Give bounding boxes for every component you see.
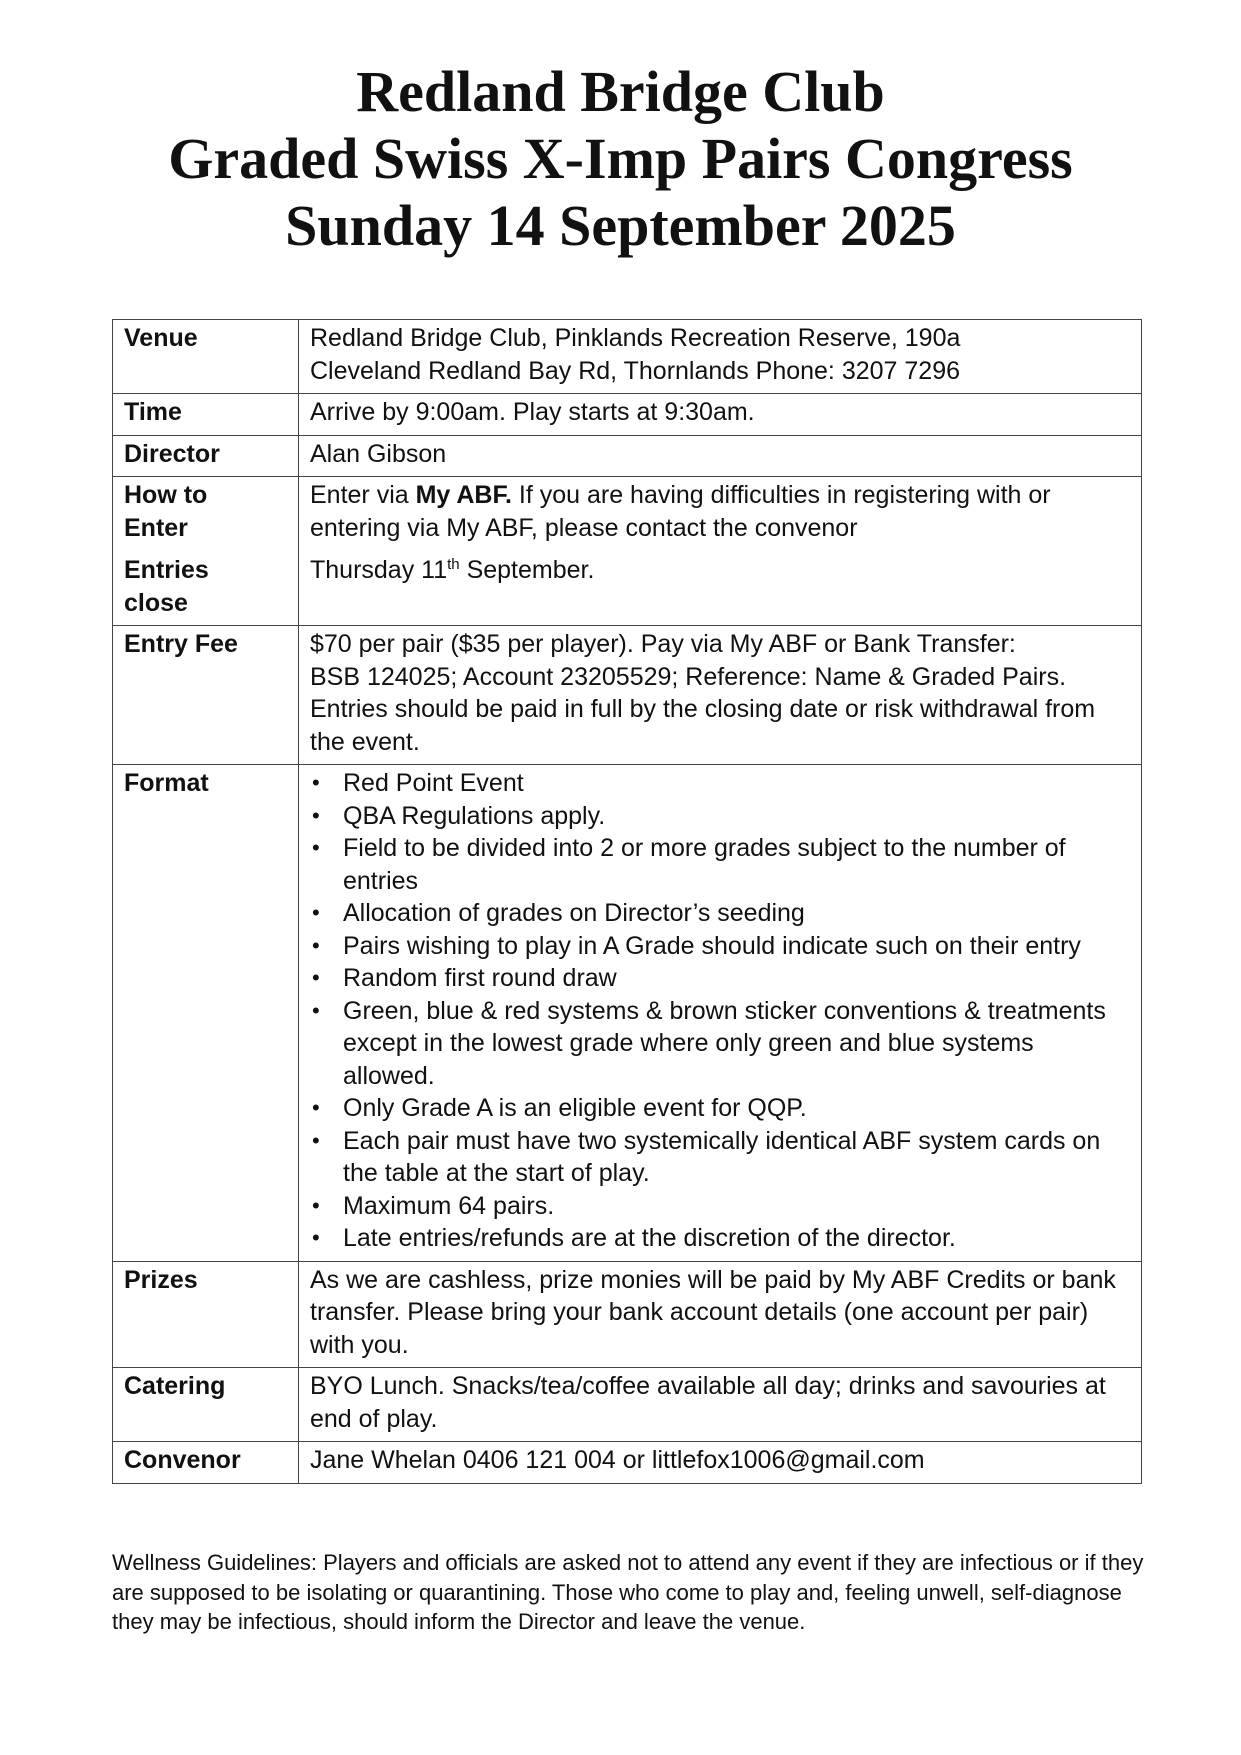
page-title — [0, 58, 1241, 259]
row-catering — [113, 1368, 1142, 1442]
my-abf-link-text: My ABF. — [415, 481, 512, 509]
format-item: • Green, blue & red systems & brown sticker conventions & treatments except in the lowest grade where only green and blue systems allowed. — [343, 995, 1131, 1093]
time-label: Time — [113, 394, 299, 436]
format-label: Format — [113, 765, 299, 1262]
entry-fee-line-1: $70 per pair ($35 per player). Pay via My ABF or Bank Transfer: — [310, 630, 1016, 658]
entry-fee-line-3: Entries should be paid in full by the closing date or risk withdrawal from the event. — [310, 695, 1096, 756]
director-value: Alan Gibson — [299, 435, 1142, 477]
row-entry-fee — [113, 626, 1142, 765]
row-director — [113, 435, 1142, 477]
entries-close-label-line-2: close — [124, 588, 188, 617]
time-value: Arrive by 9:00am. Play starts at 9:30am. — [299, 394, 1142, 436]
wellness-guidelines: Wellness Guidelines: Players and officials are asked not to attend any event if they are infectious or if they are supposed to be isolating or quarantining. Those who come to play and, feeling unwell, self-diagnose they may be infectious, should inform the Director and leave the venue. — [112, 1550, 1144, 1634]
format-item: • Late entries/refunds are at the discretion of the director. — [343, 1222, 1131, 1255]
format-item: • Only Grade A is an eligible event for QQP. — [343, 1092, 1131, 1125]
entries-close-label-line-1: Entries — [124, 556, 209, 584]
entries-close-prefix: Thursday 11 — [310, 556, 448, 584]
convenor-value: Jane Whelan 0406 121 004 or littlefox1006@gmail.com — [299, 1442, 1142, 1484]
row-how-to-enter — [113, 477, 1142, 626]
entries-close-value — [310, 554, 1131, 587]
venue-label: Venue — [113, 320, 299, 394]
how-to-enter-rest: If you are having difficulties in registering with or entering via My ABF, please contact the convenor — [310, 481, 1051, 542]
format-item: • Red Point Event — [343, 767, 1131, 800]
how-to-enter-prefix: Enter via — [310, 481, 416, 509]
how-to-enter-text — [310, 479, 1131, 544]
format-item: • Maximum 64 pairs. — [343, 1190, 1131, 1223]
format-item: • QBA Regulations apply. — [343, 800, 1131, 833]
convenor-label: Convenor — [113, 1442, 299, 1484]
how-to-enter-label-line-1: How to — [124, 481, 208, 509]
row-venue — [113, 320, 1142, 394]
venue-line-2: Cleveland Redland Bay Rd, Thornlands Phone: 3207 7296 — [310, 356, 960, 385]
prizes-label: Prizes — [113, 1261, 299, 1368]
event-details-table — [112, 319, 1142, 1484]
format-item: • Random first round draw — [343, 962, 1131, 995]
title-event: Graded Swiss X-Imp Pairs Congress — [168, 126, 1073, 191]
how-to-enter-label — [113, 477, 299, 626]
entry-fee-label: Entry Fee — [113, 626, 299, 765]
format-value — [299, 765, 1142, 1262]
entry-fee-value — [299, 626, 1142, 765]
title-club: Redland Bridge Club — [356, 59, 885, 124]
how-to-enter-value — [299, 477, 1142, 626]
format-item: • Field to be divided into 2 or more grades subject to the number of entries — [343, 832, 1131, 897]
prizes-value: As we are cashless, prize monies will be paid by My ABF Credits or bank transfer. Please bring your bank account details (one account per pair) with you. — [299, 1261, 1142, 1368]
entry-fee-line-2: BSB 124025; Account 23205529; Reference: Name & Graded Pairs. — [310, 662, 1067, 691]
format-item: • Allocation of grades on Director’s seeding — [343, 897, 1131, 930]
entries-close-suffix: September. — [459, 556, 595, 584]
row-format — [113, 765, 1142, 1262]
row-convenor — [113, 1442, 1142, 1484]
row-prizes — [113, 1261, 1142, 1368]
title-date: Sunday 14 September 2025 — [285, 193, 956, 258]
catering-label: Catering — [113, 1368, 299, 1442]
venue-line-1: Redland Bridge Club, Pinklands Recreation Reserve, 190a — [310, 324, 961, 352]
format-list — [310, 767, 1131, 1255]
venue-value — [299, 320, 1142, 394]
format-item: • Pairs wishing to play in A Grade should indicate such on their entry — [343, 930, 1131, 963]
director-label: Director — [113, 435, 299, 477]
row-time — [113, 394, 1142, 436]
format-item: • Each pair must have two systemically identical ABF system cards on the table at the start of play. — [343, 1125, 1131, 1190]
catering-value: BYO Lunch. Snacks/tea/coffee available all day; drinks and savouries at end of play. — [299, 1368, 1142, 1442]
how-to-enter-label-line-2: Enter — [124, 513, 188, 542]
entries-close-sup: th — [447, 556, 460, 573]
